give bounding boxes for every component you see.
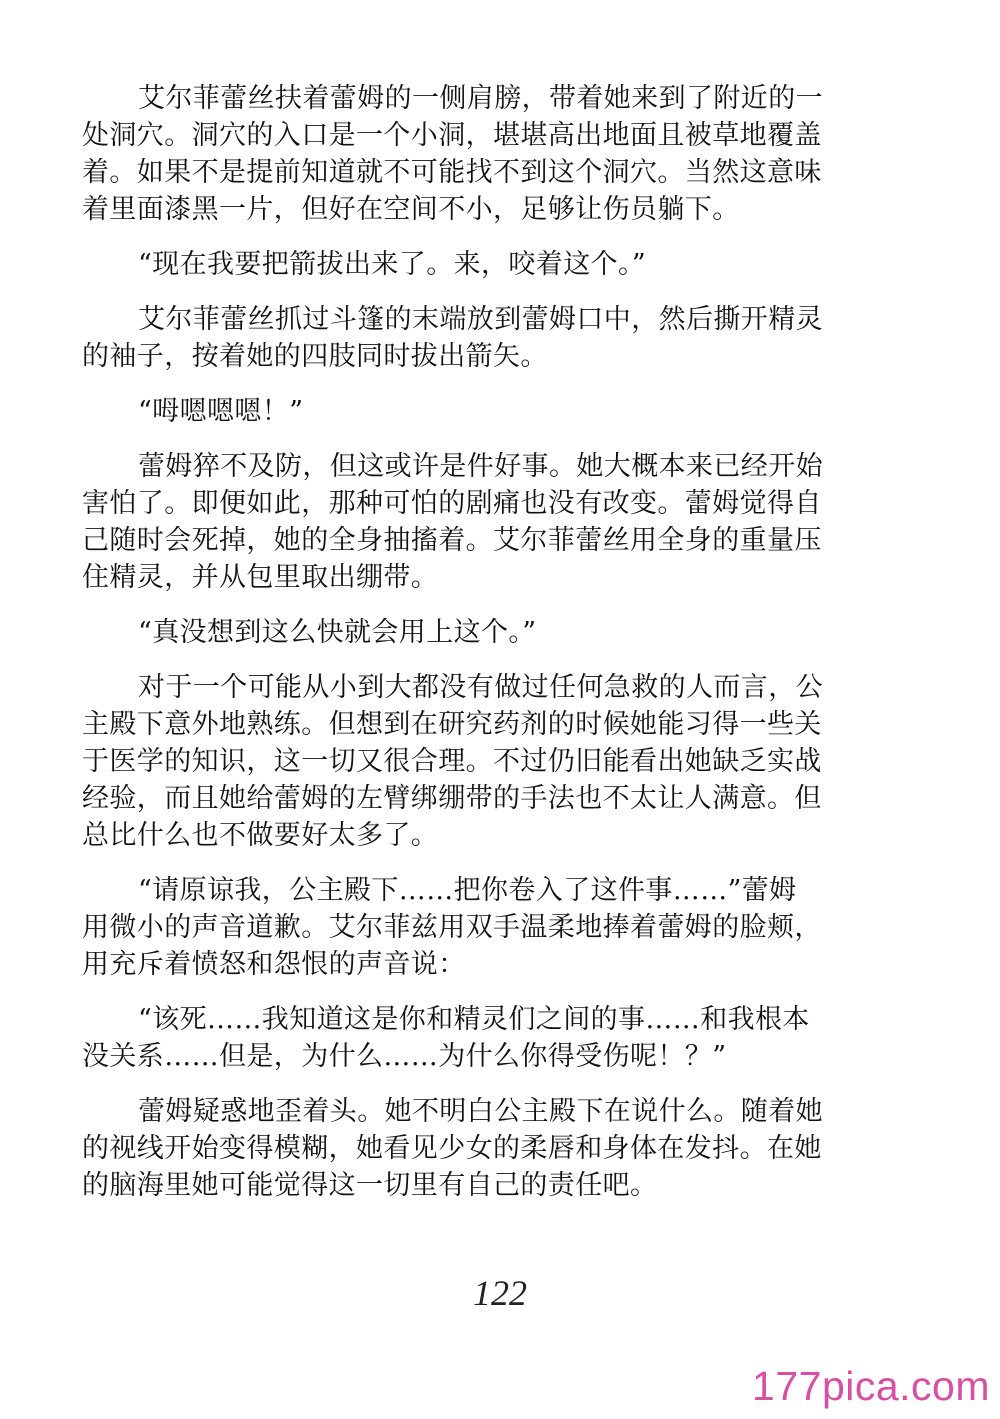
paragraph-3: 艾尔菲蕾丝抓过斗篷的末端放到蕾姆口中，然后撕开精灵 的袖子，按着她的四肢同时拔出箭矢。 bbox=[82, 304, 823, 372]
paragraph-10: 蕾姆疑惑地歪着头。她不明白公主殿下在说什么。随着她 的视线开始变得模糊，她看见少女的柔唇和身体在发抖。在她 的脑海里她可能觉得这一切里有自己的责任吧。 bbox=[82, 1096, 823, 1201]
paragraph-6: “真没想到这么快就会用上这个。” bbox=[138, 617, 537, 648]
watermark: 177pica.com bbox=[752, 1363, 990, 1409]
paragraph-7: 对于一个可能从小到大都没有做过任何急救的人而言，公 主殿下意外地熟练。但想到在研究药剂的时候她能习得一些关 于医学的知识，这一切又很合理。不过仍旧能看出她缺乏实战 经验，而且她给蕾姆的左臂绑绷带的手法也不太让人满意。但 总比什么也不做要好太多了。 bbox=[82, 672, 823, 851]
paragraph-4: “呣嗯嗯嗯！” bbox=[138, 396, 304, 427]
paragraph-8: “请原谅我，公主殿下……把你卷入了这件事……”蕾姆 用微小的声音道歉。艾尔菲兹用双手温柔地捧着蕾姆的脸颊， 用充斥着愤怒和怨恨的声音说： bbox=[82, 875, 822, 980]
paragraph-2: “现在我要把箭拔出来了。来，咬着这个。” bbox=[138, 249, 647, 280]
paragraph-1: 艾尔菲蕾丝扶着蕾姆的一侧肩膀，带着她来到了附近的一 处洞穴。洞穴的入口是一个小洞，堪堪高出地面且被草地覆盖 着。如果不是提前知道就不可能找不到这个洞穴。当然这意味 着里面漆黑一片，但好在空间不小，足够让伤员躺下。 bbox=[82, 83, 823, 225]
page-number: 122 bbox=[473, 1273, 527, 1313]
text-body bbox=[82, 80, 858, 1222]
paragraph-9: “该死……我知道这是你和精灵们之间的事……和我根本 没关系……但是，为什么……为什么你得受伤呢！？” bbox=[82, 1004, 810, 1072]
paragraph-5: 蕾姆猝不及防，但这或许是件好事。她大概本来已经开始 害怕了。即便如此，那种可怕的剧痛也没有改变。蕾姆觉得自 己随时会死掉，她的全身抽搐着。艾尔菲蕾丝用全身的重量压 住精灵，并从包里取出绷带。 bbox=[82, 451, 823, 593]
